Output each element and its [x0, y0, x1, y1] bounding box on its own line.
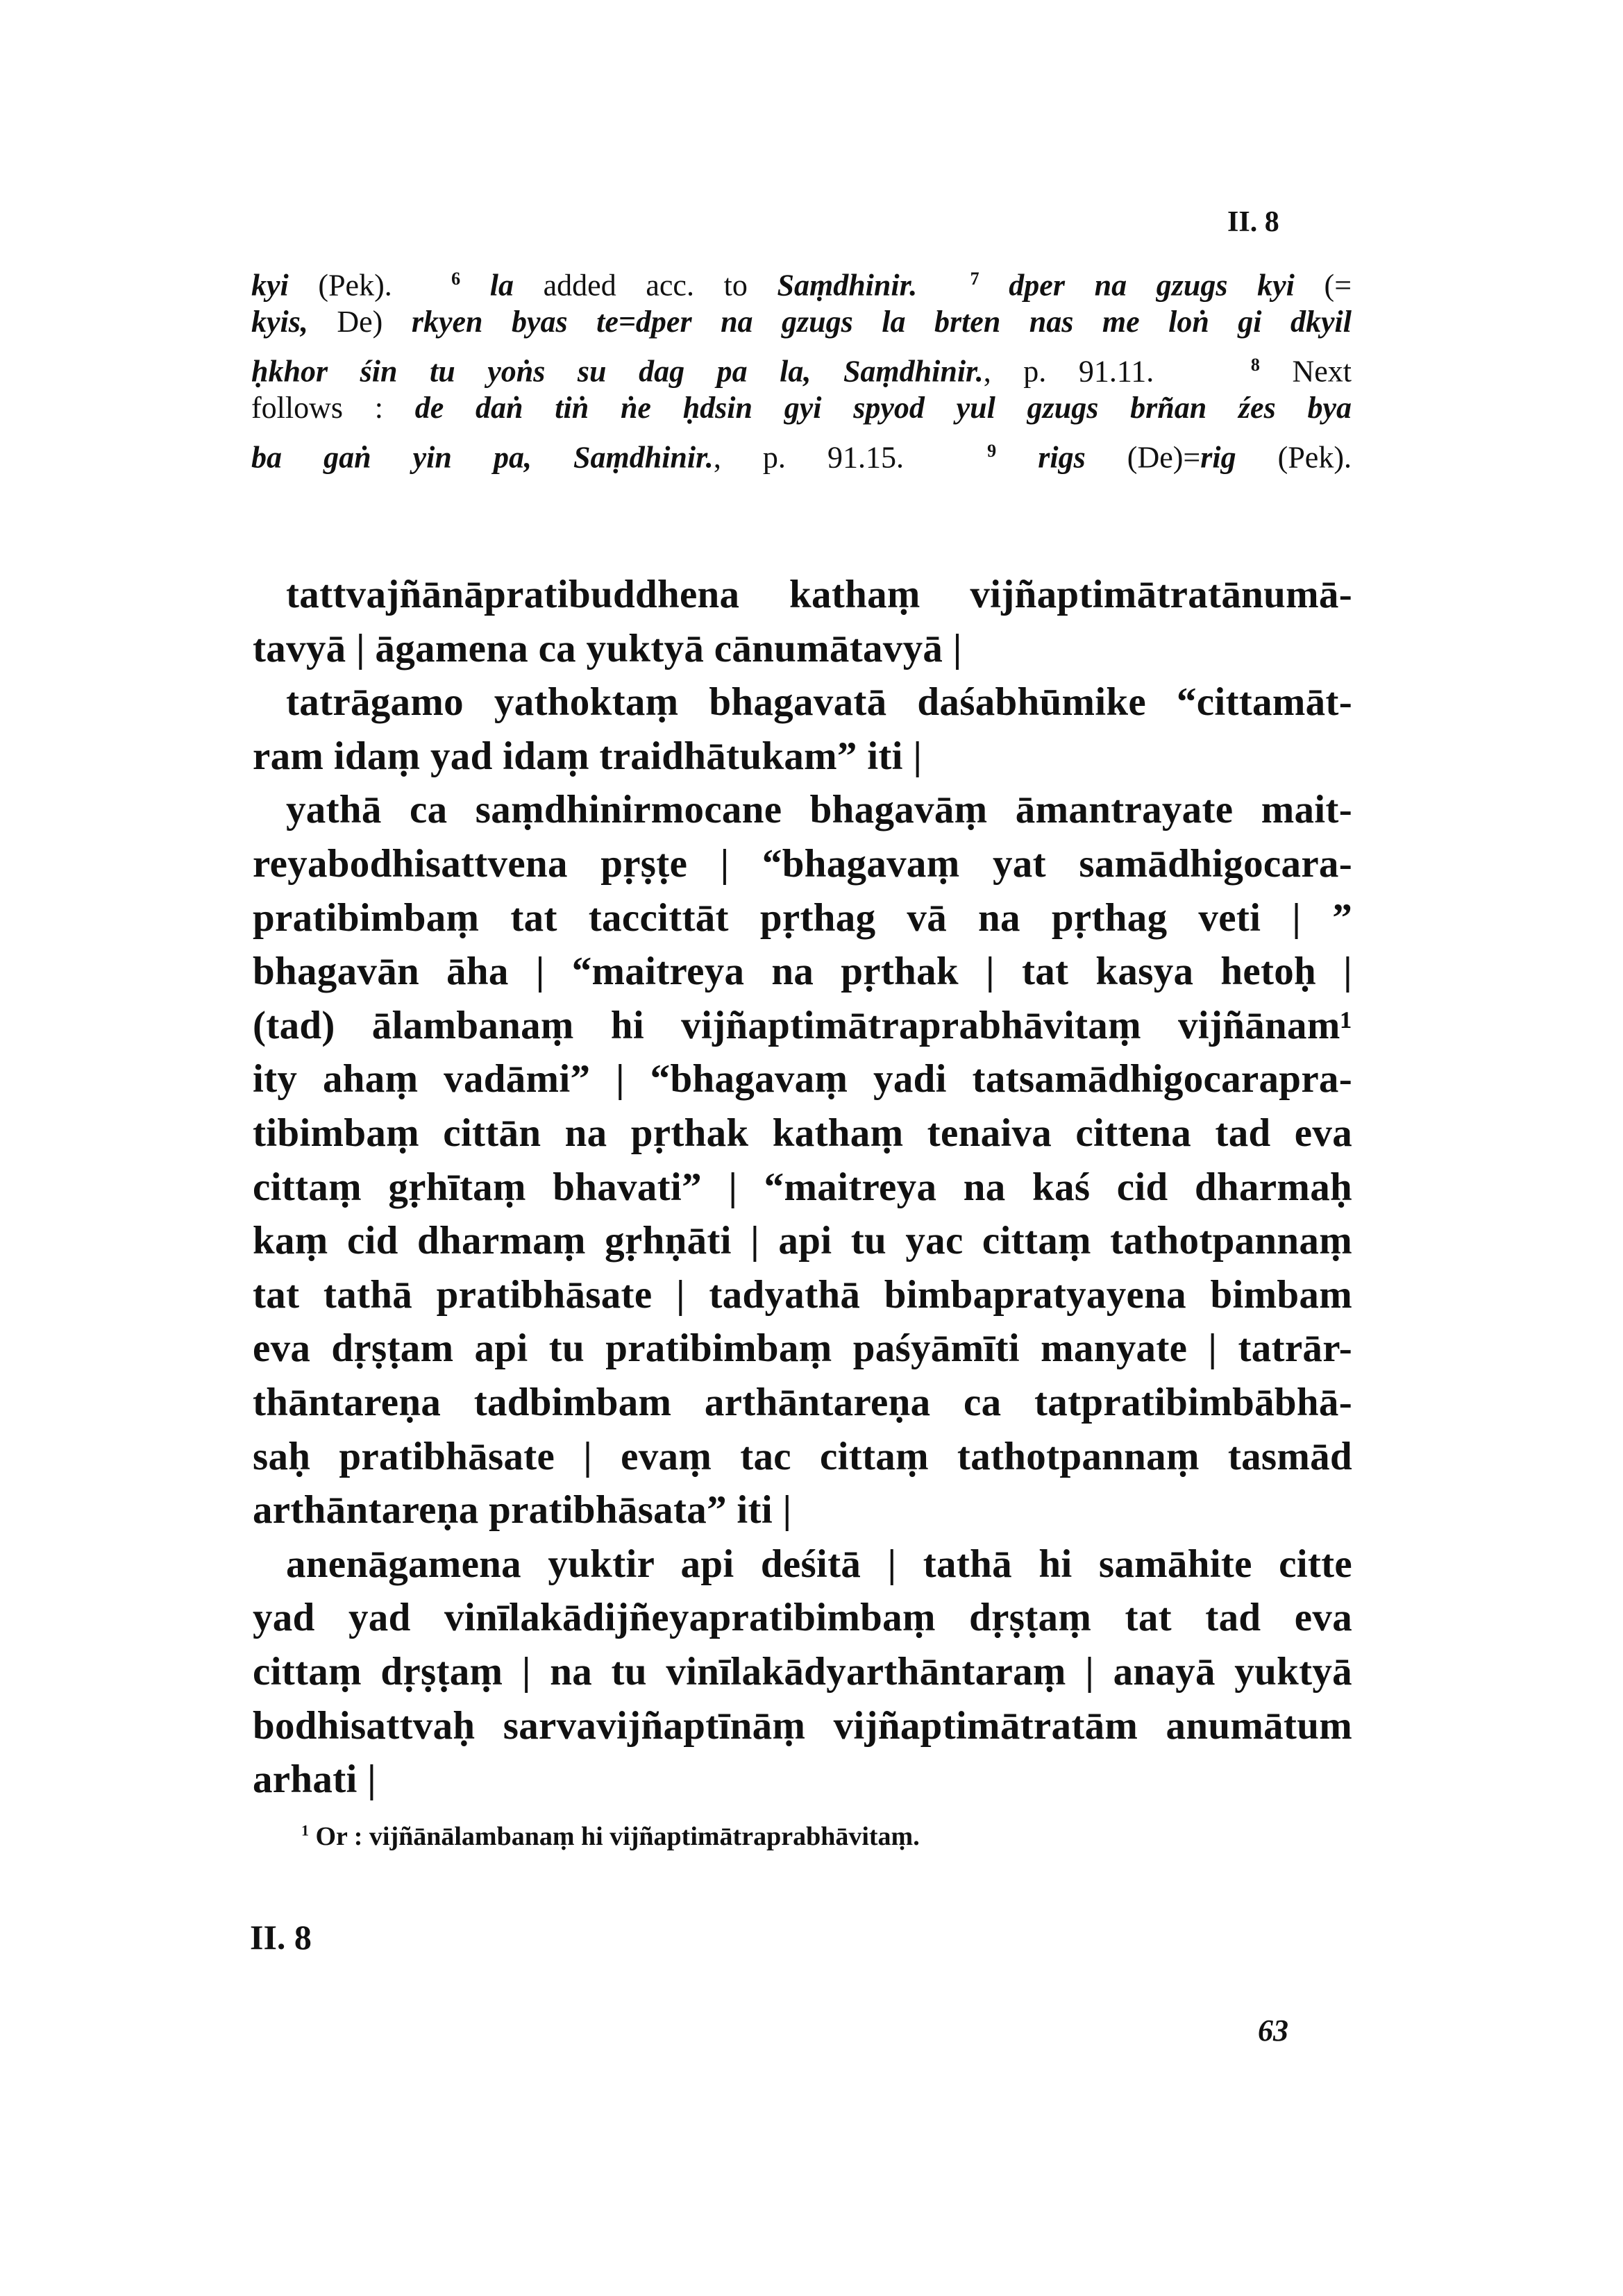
text-line: anenāgamena yuktir api deśitā | tathā hi samāhite citte	[286, 1542, 1352, 1586]
footnote-segment: rig	[1200, 440, 1236, 475]
running-header-section: II. 8	[1227, 206, 1279, 238]
footnote-segment: rigs	[996, 440, 1086, 475]
footer-section: II. 8	[250, 1918, 312, 1957]
text-line: (tad) ālambanaṃ hi vijñaptimātraprabhāvitaṃ vijñānam¹	[253, 1003, 1352, 1047]
text-line: tattvajñānāpratibuddhena kathaṃ vijñaptimātratānumā-	[286, 573, 1352, 616]
bottom-footnote	[301, 1821, 920, 1852]
text-line: thāntareṇa tadbimbam arthāntareṇa ca tatpratibimbābhā-	[253, 1381, 1352, 1424]
footnote-segment: dper na gzugs kyi	[979, 268, 1295, 303]
text-line: tat tathā pratibhāsate | tadyathā bimbapratyayena bimbam	[253, 1272, 1352, 1317]
text-line: eva dṛṣṭam api tu pratibimbaṃ paśyāmīti manyate | tatrār-	[253, 1326, 1352, 1371]
footnote-marker: 1	[301, 1821, 309, 1839]
footnote-segment: ba gaṅ yin pa, Saṃdhinir.	[251, 440, 714, 475]
text-line: bhagavān āha | “maitreya na pṛthak | tat kasya hetoḥ |	[253, 949, 1352, 994]
text-line: arthāntareṇa pratibhāsata” iti |	[253, 1488, 792, 1533]
footnote-segment: Next	[1259, 354, 1352, 389]
footnote-number: 9	[987, 441, 997, 461]
text-line: cittaṃ dṛṣṭaṃ | na tu vinīlakādyarthāntaraṃ | anayā yuktyā	[253, 1650, 1352, 1694]
footnote-segment: ḥkhor śin tu yoṅs su dag pa la, Saṃdhinir.	[251, 354, 984, 389]
footnote-segment: (De)=	[1085, 440, 1201, 475]
footnote-segment: (Pek).	[1236, 440, 1352, 475]
footnote-segment: De)	[308, 305, 412, 339]
footnote-line	[251, 258, 1352, 307]
text-line: tatrāgamo yathoktaṃ bhagavatā daśabhūmike “cittamāt-	[286, 680, 1352, 725]
text-line: saḥ pratibhāsate | evaṃ tac cittaṃ tathotpannaṃ tasmād	[253, 1434, 1352, 1478]
footnote-number: 7	[917, 269, 979, 289]
text-line: yathā ca saṃdhinirmocane bhagavāṃ āmantrayate mait-	[286, 788, 1352, 832]
footnote-segment: kyi	[251, 268, 289, 303]
footnote-segment: Saṃdhinir.	[777, 268, 918, 303]
footnote-text: Or : vijñānālambanaṃ hi vijñaptimātraprabhāvitaṃ.	[309, 1822, 920, 1851]
footnote-line	[251, 387, 1352, 429]
text-line: cittaṃ gṛhītaṃ bhavati” | “maitreya na kaś cid dharmaḥ	[253, 1165, 1352, 1209]
footnote-segment: la	[460, 268, 514, 303]
text-line: tibimbaṃ cittān na pṛthak kathaṃ tenaiva cittena tad eva	[253, 1111, 1352, 1155]
footnote-segment: de daṅ tiṅ ṅe ḥdsin gyi spyod yul gzugs brñan źes bya	[414, 391, 1352, 425]
footnote-line	[251, 344, 1352, 393]
page-number: 63	[1258, 2014, 1288, 2048]
footnote-segment: (=	[1294, 268, 1352, 303]
text-line: ram idaṃ yad idaṃ traidhātukam” iti |	[253, 734, 923, 778]
text-line: bodhisattvaḥ sarvavijñaptīnāṃ vijñaptimātratām anumātum	[253, 1703, 1352, 1748]
footnote-segment: added acc. to	[513, 268, 777, 303]
text-line: tavyā | āgamena ca yuktyā cānumātavyā |	[253, 626, 962, 670]
footnote-line	[251, 301, 1352, 343]
text-line: yad yad vinīlakādijñeyapratibimbaṃ dṛṣṭaṃ tat tad eva	[253, 1596, 1352, 1640]
text-line: reyabodhisattvena pṛṣṭe | “bhagavaṃ yat samādhigocara-	[253, 842, 1352, 886]
footnote-segment: , p. 91.15.	[713, 440, 988, 475]
footnote-segment: kyis,	[251, 305, 308, 339]
text-line: arhati |	[253, 1757, 377, 1802]
text-line: kaṃ cid dharmaṃ gṛhṇāti | api tu yac cittaṃ tathotpannaṃ	[253, 1219, 1352, 1263]
footnote-line	[251, 430, 1352, 479]
footnote-number: 6	[451, 269, 461, 289]
text-line: ity ahaṃ vadāmi” | “bhagavaṃ yadi tatsamādhigocarapra-	[253, 1057, 1352, 1101]
footnote-number: 8	[1250, 355, 1260, 375]
footnote-segment: (Pek).	[288, 268, 452, 303]
text-line: pratibimbaṃ tat taccittāt pṛthag vā na pṛthag veti | ”	[253, 895, 1352, 940]
footnote-segment: , p. 91.11.	[983, 354, 1251, 389]
footnote-segment: rkyen byas te=dper na gzugs la brten nas me loṅ gi dkyil	[411, 305, 1352, 339]
footnote-segment: follows :	[251, 391, 415, 425]
